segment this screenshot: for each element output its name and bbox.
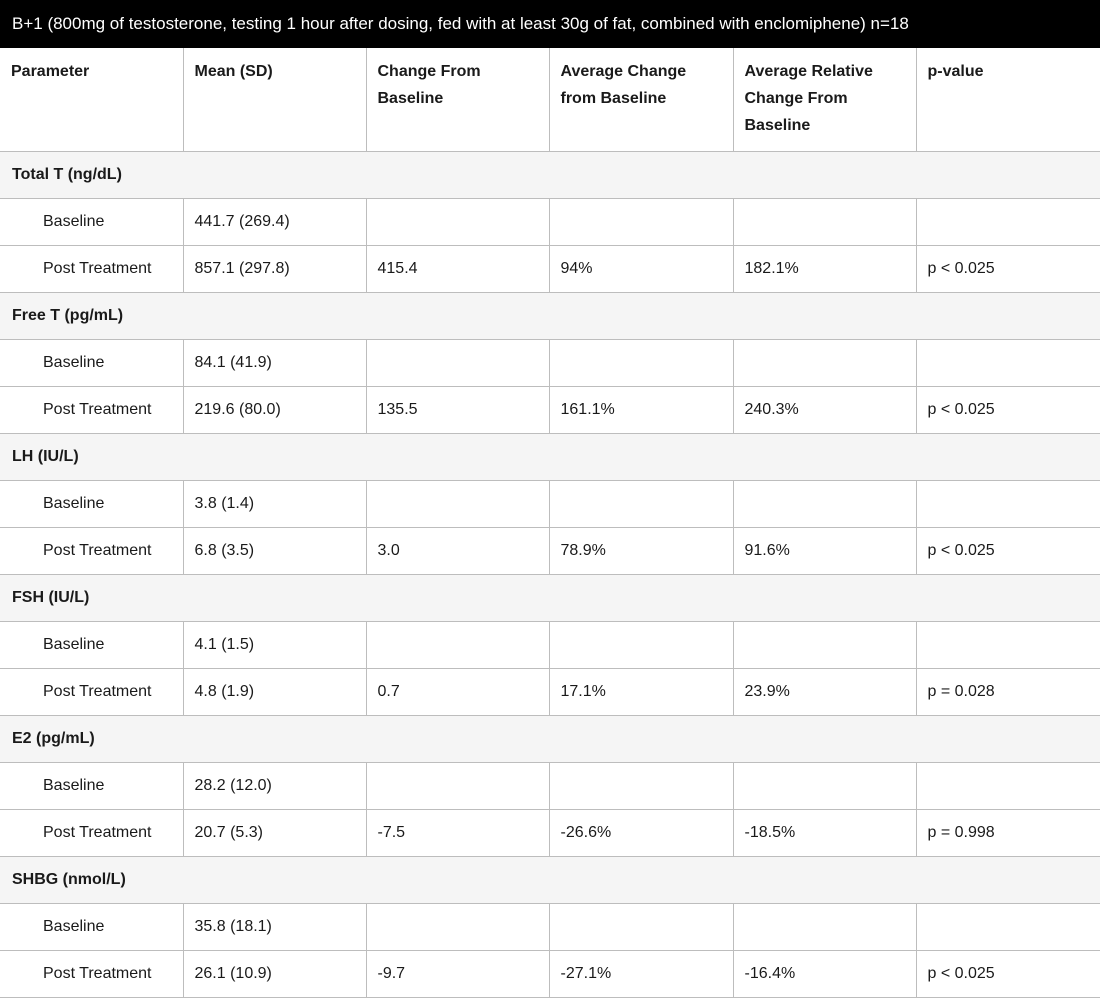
row-label: Baseline <box>0 903 183 950</box>
group-row <box>0 151 1100 198</box>
relative-change-cell <box>733 903 916 950</box>
table-row <box>0 527 1100 574</box>
p-value-cell: p = 0.028 <box>916 668 1100 715</box>
column-header-average-relative-change: Average Relative Change From Baseline <box>733 48 916 151</box>
row-label: Baseline <box>0 762 183 809</box>
table-body <box>0 151 1100 997</box>
results-table <box>0 48 1100 998</box>
p-value-cell <box>916 339 1100 386</box>
average-change-cell <box>549 903 733 950</box>
group-row <box>0 856 1100 903</box>
mean-sd-cell: 4.8 (1.9) <box>183 668 366 715</box>
group-row <box>0 574 1100 621</box>
relative-change-cell: -16.4% <box>733 950 916 997</box>
relative-change-cell: -18.5% <box>733 809 916 856</box>
column-header-mean-sd: Mean (SD) <box>183 48 366 151</box>
average-change-cell: 17.1% <box>549 668 733 715</box>
p-value-cell <box>916 198 1100 245</box>
row-label: Post Treatment <box>0 809 183 856</box>
column-header-p-value: p-value <box>916 48 1100 151</box>
relative-change-cell <box>733 621 916 668</box>
row-label: Post Treatment <box>0 668 183 715</box>
column-header-average-change: Average Change from Baseline <box>549 48 733 151</box>
row-label: Post Treatment <box>0 386 183 433</box>
average-change-cell: -27.1% <box>549 950 733 997</box>
p-value-cell <box>916 762 1100 809</box>
relative-change-cell: 91.6% <box>733 527 916 574</box>
row-label: Baseline <box>0 621 183 668</box>
group-name: SHBG (nmol/L) <box>0 856 1100 903</box>
change-cell <box>366 762 549 809</box>
change-cell <box>366 903 549 950</box>
average-change-cell <box>549 621 733 668</box>
relative-change-cell: 182.1% <box>733 245 916 292</box>
group-name: LH (IU/L) <box>0 433 1100 480</box>
table-row <box>0 245 1100 292</box>
change-cell <box>366 198 549 245</box>
relative-change-cell: 240.3% <box>733 386 916 433</box>
mean-sd-cell: 4.1 (1.5) <box>183 621 366 668</box>
column-header-change-from-baseline: Change From Baseline <box>366 48 549 151</box>
relative-change-cell <box>733 198 916 245</box>
average-change-cell: 94% <box>549 245 733 292</box>
table-row <box>0 480 1100 527</box>
mean-sd-cell: 219.6 (80.0) <box>183 386 366 433</box>
change-cell: -7.5 <box>366 809 549 856</box>
group-name: Total T (ng/dL) <box>0 151 1100 198</box>
p-value-cell <box>916 903 1100 950</box>
row-label: Baseline <box>0 339 183 386</box>
average-change-cell <box>549 480 733 527</box>
table-row <box>0 950 1100 997</box>
change-cell: 3.0 <box>366 527 549 574</box>
relative-change-cell <box>733 762 916 809</box>
mean-sd-cell: 20.7 (5.3) <box>183 809 366 856</box>
p-value-cell: p < 0.025 <box>916 527 1100 574</box>
relative-change-cell: 23.9% <box>733 668 916 715</box>
row-label: Post Treatment <box>0 950 183 997</box>
group-row <box>0 292 1100 339</box>
group-row <box>0 715 1100 762</box>
mean-sd-cell: 28.2 (12.0) <box>183 762 366 809</box>
p-value-cell: p = 0.998 <box>916 809 1100 856</box>
mean-sd-cell: 84.1 (41.9) <box>183 339 366 386</box>
table-row <box>0 198 1100 245</box>
p-value-cell: p < 0.025 <box>916 950 1100 997</box>
change-cell <box>366 339 549 386</box>
mean-sd-cell: 26.1 (10.9) <box>183 950 366 997</box>
change-cell <box>366 621 549 668</box>
relative-change-cell <box>733 339 916 386</box>
row-label: Post Treatment <box>0 527 183 574</box>
p-value-cell <box>916 621 1100 668</box>
change-cell: -9.7 <box>366 950 549 997</box>
average-change-cell: 78.9% <box>549 527 733 574</box>
p-value-cell <box>916 480 1100 527</box>
row-label: Baseline <box>0 480 183 527</box>
p-value-cell: p < 0.025 <box>916 245 1100 292</box>
mean-sd-cell: 441.7 (269.4) <box>183 198 366 245</box>
group-row <box>0 433 1100 480</box>
row-label: Post Treatment <box>0 245 183 292</box>
column-header-parameter: Parameter <box>0 48 183 151</box>
row-label: Baseline <box>0 198 183 245</box>
mean-sd-cell: 3.8 (1.4) <box>183 480 366 527</box>
table-row <box>0 809 1100 856</box>
table-row <box>0 386 1100 433</box>
mean-sd-cell: 35.8 (18.1) <box>183 903 366 950</box>
mean-sd-cell: 6.8 (3.5) <box>183 527 366 574</box>
change-cell: 0.7 <box>366 668 549 715</box>
change-cell: 415.4 <box>366 245 549 292</box>
table-row <box>0 339 1100 386</box>
group-name: Free T (pg/mL) <box>0 292 1100 339</box>
table-row <box>0 621 1100 668</box>
p-value-cell: p < 0.025 <box>916 386 1100 433</box>
group-name: FSH (IU/L) <box>0 574 1100 621</box>
average-change-cell: -26.6% <box>549 809 733 856</box>
table-row <box>0 762 1100 809</box>
change-cell <box>366 480 549 527</box>
change-cell: 135.5 <box>366 386 549 433</box>
average-change-cell: 161.1% <box>549 386 733 433</box>
header-row <box>0 48 1100 151</box>
relative-change-cell <box>733 480 916 527</box>
group-name: E2 (pg/mL) <box>0 715 1100 762</box>
average-change-cell <box>549 198 733 245</box>
table-title: B+1 (800mg of testosterone, testing 1 hour after dosing, fed with at least 30g of fat, combined with enclomiphene) n=18 <box>0 0 1100 48</box>
mean-sd-cell: 857.1 (297.8) <box>183 245 366 292</box>
table-row <box>0 668 1100 715</box>
average-change-cell <box>549 762 733 809</box>
table-row <box>0 903 1100 950</box>
average-change-cell <box>549 339 733 386</box>
